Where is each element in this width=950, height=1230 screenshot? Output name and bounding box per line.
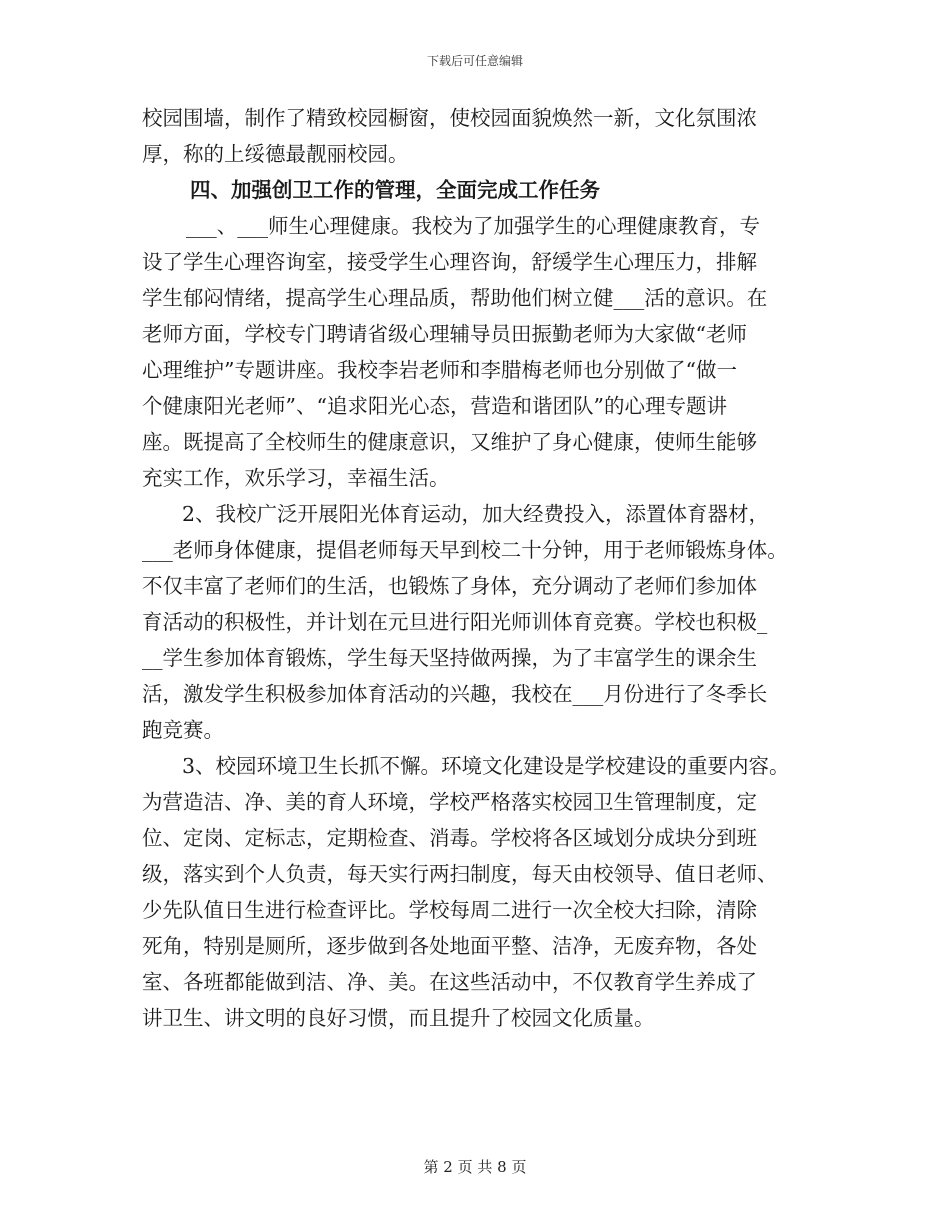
paragraph-line: 少先队值日生进行检查评比。学校每周二进行一次全校大扫除，清除 — [142, 898, 757, 922]
paragraph-line: __学生参加体育锻炼，学生每天坚持做两操，为了丰富学生的课余生 — [142, 646, 757, 670]
paragraph-line: 个健康阳光老师”、“追求阳光心态，营造和谐团队”的心理专题讲 — [142, 394, 727, 418]
paragraph-line: 座。既提高了全校师生的健康意识，又维护了身心健康，使师生能够 — [142, 430, 757, 454]
paragraph-line: 育活动的积极性，并计划在元旦进行阳光师训体育竞赛。学校也积极_ — [142, 610, 768, 634]
paragraph-line: 3、校园环境卫生长抓不懈。环境文化建设是学校建设的重要内容。 — [182, 754, 790, 778]
paragraph-line: 不仅丰富了老师们的生活，也锻炼了身体，充分调动了老师们参加体 — [142, 574, 757, 598]
paragraph-line: ___、___师生心理健康。我校为了加强学生的心理健康教育，专 — [186, 214, 760, 238]
paragraph-line: 活，激发学生积极参加体育活动的兴趣，我校在___月份进行了冬季长 — [142, 682, 768, 706]
page-number: 第 2 页 共 8 页 — [423, 1158, 527, 1176]
paragraph-line: 学生郁闷情绪，提高学生心理品质，帮助他们树立健___活的意识。在 — [142, 286, 768, 310]
paragraph-line: 心理维护”专题讲座。我校李岩老师和李腊梅老师也分别做了“做一 — [142, 358, 737, 382]
paragraph-line: 厚，称的上绥德最靓丽校园。 — [142, 142, 409, 166]
section-heading: 四、加强创卫工作的管理，全面完成工作任务 — [190, 178, 600, 202]
paragraph-line: 跑竞赛。 — [142, 718, 224, 742]
paragraph-line: 充实工作，欢乐学习，幸福生活。 — [142, 466, 450, 490]
paragraph-line: 室、各班都能做到洁、净、美。在这些活动中，不仅教育学生养成了 — [142, 970, 757, 994]
page-header: 下载后可任意编辑 — [426, 54, 523, 68]
paragraph-line: 设了学生心理咨询室，接受学生心理咨询，舒缓学生心理压力，排解 — [142, 250, 757, 274]
paragraph-line: 级，落实到个人负责，每天实行两扫制度，每天由校领导、值日老师、 — [142, 862, 778, 886]
paragraph-line: 校园围墙，制作了精致校园橱窗，使校园面貌焕然一新，文化氛围浓 — [142, 106, 757, 130]
paragraph-line: 老师方面，学校专门聘请省级心理辅导员田振勤老师为大家做“老师 — [142, 322, 747, 346]
document-body — [142, 100, 832, 1036]
paragraph-line: 死角，特别是厕所，逐步做到各处地面平整、洁净，无废弃物，各处 — [142, 934, 757, 958]
paragraph-line: ___老师身体健康，提倡老师每天早到校二十分钟，用于老师锻炼身体。 — [142, 538, 788, 562]
paragraph-line: 2、我校广泛开展阳光体育运动，加大经费投入，添置体育器材， — [182, 502, 770, 526]
paragraph-line: 为营造洁、净、美的育人环境，学校严格落实校园卫生管理制度，定 — [142, 790, 757, 814]
paragraph-line: 讲卫生、讲文明的良好习惯，而且提升了校园文化质量。 — [142, 1006, 655, 1030]
paragraph-line: 位、定岗、定标志，定期检查、消毒。学校将各区域划分成块分到班 — [142, 826, 757, 850]
